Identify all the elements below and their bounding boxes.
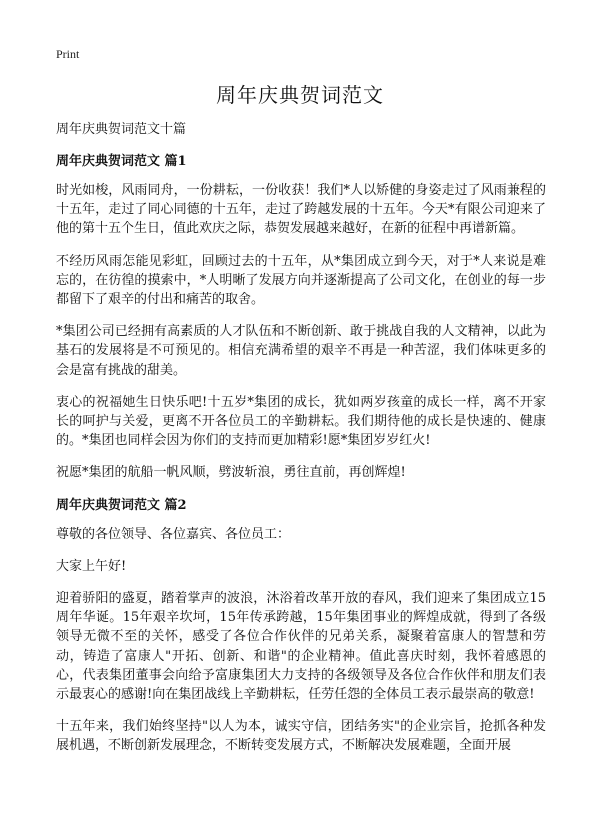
paragraph: 祝愿*集团的航船一帆风顺，劈波斩浪，勇往直前，再创辉煌!: [56, 465, 406, 481]
paragraph: *集团公司已经拥有高素质的人才队伍和不断创新、敢于挑战自我的人文精神，以此为基石的发展将是不可预见的。相信充满希望的艰辛不再是一种苦涩，我们体味更多的会是富有挑战的甜美。: [56, 324, 546, 378]
section-heading: 周年庆典贺词范文 篇2: [56, 497, 187, 513]
document-subtitle: 周年庆典贺词范文十篇: [56, 122, 187, 137]
paragraph: 迎着骄阳的盛夏，踏着掌声的波浪，沐浴着改革开放的春风，我们迎来了集团成立15周年华诞。15年艰辛坎坷，15年传承跨越，15年集团事业的辉煌成就，得到了各级领导无微不至的关怀，感受了各位合作伙伴的兄弟关系，凝聚着富康人的智慧和劳动，铸造了富康人"开拓、创新、和谐"的企业精神。值此喜庆时刻，我怀着感恩的心，代表集团董事会向给予富康集团大力支持的各级领导及各位合作伙伴和朋友们表示最衷心的感谢!向在集团战线上辛勤耕耘，任劳任怨的全体员工表示最崇高的敬意!: [56, 591, 546, 703]
section-1: [56, 152, 546, 483]
paragraph: 时光如梭，风雨同舟，一份耕耘，一份收获！我们*人以矫健的身姿走过了风雨兼程的十五年，走过了同心同德的十五年，走过了跨越发展的十五年。今天*有限公司迎来了他的第十五个生日，值此欢庆之际，恭贺发展越来越好，在新的征程中再谱新篇。: [56, 183, 546, 237]
paragraph: 大家上午好!: [56, 558, 127, 574]
paragraph: 尊敬的各位领导、各位嘉宾、各位员工：: [56, 526, 291, 542]
section-2: [56, 496, 546, 756]
section-heading: 周年庆典贺词范文 篇1: [56, 154, 187, 169]
paragraph: 不经历风雨怎能见彩虹，回顾过去的十五年，从*集团成立到今天，对于*人来说是难忘的，在彷徨的摸索中，*人明晰了发展方向并逐渐提高了公司文化，在创业的每一步都留下了艰辛的付出和痛苦的取舍。: [56, 253, 546, 308]
paragraph: 十五年来，我们始终坚持"以人为本，诚实守信，团结务实"的企业宗旨，抢抓各种发展机遇，不断创新发展理念，不断转变发展方式，不断解决发展难题，全面开展: [56, 719, 546, 754]
print-link[interactable]: Print: [56, 47, 80, 61]
page-title: 周年庆典贺词范文: [216, 83, 384, 107]
paragraph: 衷心的祝福她生日快乐吧!十五岁*集团的成长，犹如两岁孩童的成长一样，离不开家长的呵护与关爱，更离不开各位员工的辛勤耕耘。我们期待他的成长是快速的、健康的。*集团也同样会因为你们的支持而更加精彩!愿*集团岁岁红火!: [56, 394, 546, 449]
document-body: [56, 120, 546, 769]
